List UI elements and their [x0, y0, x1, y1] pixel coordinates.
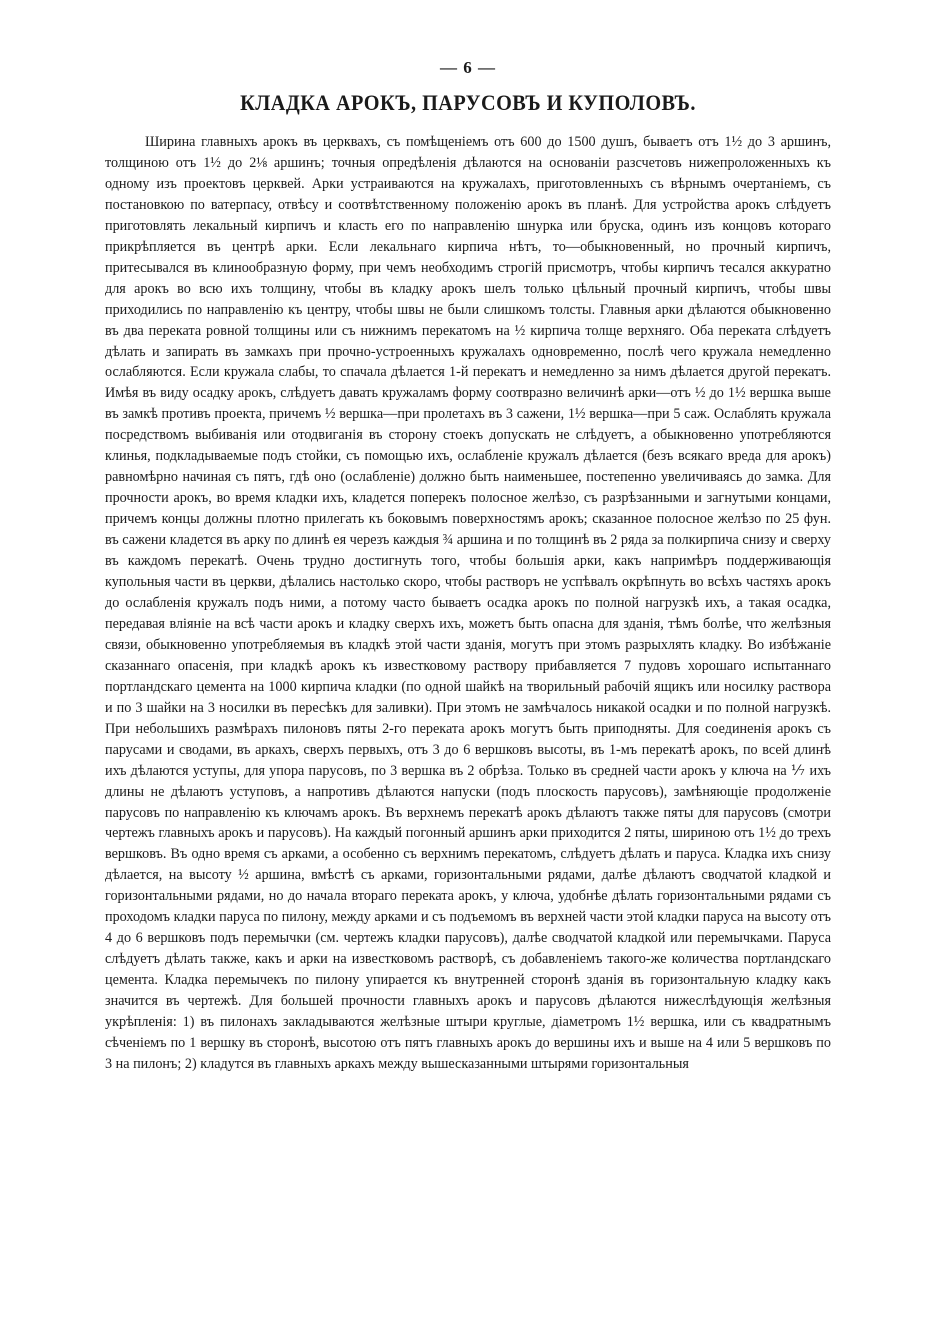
page — [105, 58, 831, 1075]
body-paragraph: Ширина главныхъ арокъ въ церквахъ, съ помѣщеніемъ отъ 600 до 1500 душъ, бываетъ отъ 1½ до 3 аршинъ, толщиною отъ 1½ до 2⅛ аршинъ; точныя опредѣленія дѣлаются на основаніи разсчетовъ нижепроложенныхъ къ одному изъ проектовъ церквей. Арки устраиваются на кружалахъ, приготовленныхъ съ вѣрнымъ очертаніемъ, съ постановкою по ватерпасу, отвѣсу и соотвѣтственному положенію арокъ въ планѣ. Для устройства арокъ слѣдуетъ приготовлять лекальный кирпичъ и класть его по направленію шнурка или бруска, одинъ изъ концовъ котораго прикрѣпляется въ центрѣ арки. Если лекальнаго кирпича нѣтъ, то—обыкновенный, но прочный кирпичъ, притесывался въ клинообразную форму, при чемъ необходимъ строгій присмотръ, чтобы кирпичъ тесался аккуратно для арокъ во всю ихъ толщину, чтобы въ кладку арокъ шелъ только цѣльный прочный кирпичъ, чтобы швы приходились по направленію къ центру, чтобы швы не были слишкомъ толсты. Главныя арки дѣлаются обыкновенно въ два переката ровной толщины или съ нижнимъ перекатомъ на ½ кирпича толще верхняго. Оба переката слѣдуетъ дѣлать и запирать въ замкахъ при прочно-устроенныхъ кружалахъ одновременно, послѣ чего кружала немедленно ослабляются. Если кружала слабы, то спачала дѣлается 1-й перекатъ и немедленно за нимъ дѣлается другой перекатъ. Имѣя въ виду осадку арокъ, слѣдуетъ давать кружаламъ форму соотвразно величинѣ арки—отъ ½ до 1½ вершка выше въ замкѣ противъ проекта, причемъ ½ вершка—при пролетахъ въ 3 сажени, 1½ вершка—при 5 саж. Ослаблять кружала посредствомъ выбиванія или отодвиганія въ сторону стоекъ допускать не слѣдуетъ, а обыкновенно употребляются клинья, подкладываемые подъ стойки, съ помощью ихъ, ослабленіе кружалъ дѣлается (безъ всякаго вреда для арокъ) равномѣрно начиная съ пятъ, гдѣ оно (ослабленіе) должно быть наименьшее, постепенно увеличиваясь до замка. Для прочности арокъ, во время кладки ихъ, кладется поперекъ полосное желѣзо, съ разрѣзанными и загнутыми концами, причемъ концы должны плотно прилегать къ боковымъ поверхностямъ арокъ; сказанное полосное желѣзо по 25 фун. въ сажени кладется въ арку по длинѣ ея черезъ каждыя ¾ аршина и по толщинѣ въ 2 ряда за полкирпича снизу и сверху въ каждомъ перекатѣ. Очень трудно достигнуть того, чтобы большія арки, какъ напримѣръ поддерживающія купольныя части въ церкви, дѣлались настолько скоро, чтобы растворъ не успѣвалъ окрѣпнуть во всѣхъ частяхъ арокъ до ослабленія кружалъ подъ ними, а потому часто бываетъ осадка арокъ по полной нагрузкѣ ихъ, а такая осадка, передавая вліяніе на всѣ части арокъ и кладку сверхъ ихъ, можетъ быть опасна для зданія, тѣмъ болѣе, что желѣзныя связи, обыкновенно употребляемыя въ кладкѣ этой части зданія, могутъ при этомъ разрыхлять кладку. Во избѣжаніе сказаннаго опасенія, при кладкѣ арокъ къ известковому раствору прибавляется 7 пудовъ хорошаго испытаннаго портландскаго цемента на 1000 кирпича кладки (по одной шайкѣ на творильный рабочій ящикъ или носилку раствора и по 3 шайки на 3 носилки въ пересѣкъ для заливки). При этомъ не замѣчалось никакой осадки и по полной нагрузкѣ. При небольшихъ размѣрахъ пилоновъ пяты 2-го переката арокъ могутъ быть приподняты. Для соединенія арокъ съ парусами и сводами, въ аркахъ, сверхъ первыхъ, отъ 3 до 6 вершковъ высоты, въ 1-мъ перекатѣ арокъ, по всей длинѣ ихъ дѣлаются уступы, для упора парусовъ, по 3 вершка въ 2 обрѣза. Только въ средней части арокъ у ключа на ⅐ ихъ длины не дѣлаютъ уступовъ, а напротивъ дѣлаются напуски (подъ плоскость парусовъ), замѣняющіе продолженіе парусовъ по направленію къ ключамъ арокъ. Въ верхнемъ перекатѣ арокъ дѣлаютъ также пяты для парусовъ (смотри чертежъ главныхъ арокъ и парусовъ). На каждый погонный аршинъ арки приходится 2 пяты, шириною отъ 1½ до трехъ вершковъ. Въ одно время съ арками, а особенно съ верхнимъ перекатомъ, слѣдуетъ дѣлать и паруса. Кладка ихъ снизу дѣлается, на высоту ½ аршина, вмѣстѣ съ арками, горизонтальными рядами, далѣе дѣлаютъ сводчатой кладкой и горизонтальными рядами, но до начала втораго переката арокъ, у ключа, удобнѣе дѣлать горизонтальными рядами съ проходомъ кладки паруса по пилону, между арками и съ подъемомъ въ верхней части этой кладки паруса на высоту отъ 4 до 6 вершковъ подъ перемычки (см. чертежъ кладки парусовъ), далѣе сводчатой кладкой или перемычками. Паруса слѣдуетъ дѣлать также, какъ и арки на известковомъ растворѣ, съ добавленіемъ такого-же количества портландскаго цемента. Кладка перемычекъ по пилону упирается къ внутренней сторонѣ зданія въ горизонтальную кладку какъ значится въ чертежѣ. Для большей прочности главныхъ арокъ и парусовъ дѣлаются нижеслѣдующія желѣзныя укрѣпленія: 1) въ пилонахъ закладываются желѣзные штыри круглые, діаметромъ 1½ вершка, или съ квадратнымъ сѣченіемъ по 1 вершку въ сторонѣ, высотою отъ пятъ главныхъ арокъ до вершины ихъ и выше на 4 или 5 вершковъ по 3 на пилонъ; 2) кладутся въ главныхъ аркахъ между вышесказанными штырями горизонтальныя — [105, 134, 831, 1072]
page-number: — 6 — — [440, 58, 496, 77]
page-title: КЛАДКА АРОКЪ, ПАРУСОВЪ И КУПОЛОВЪ. — [240, 90, 696, 115]
